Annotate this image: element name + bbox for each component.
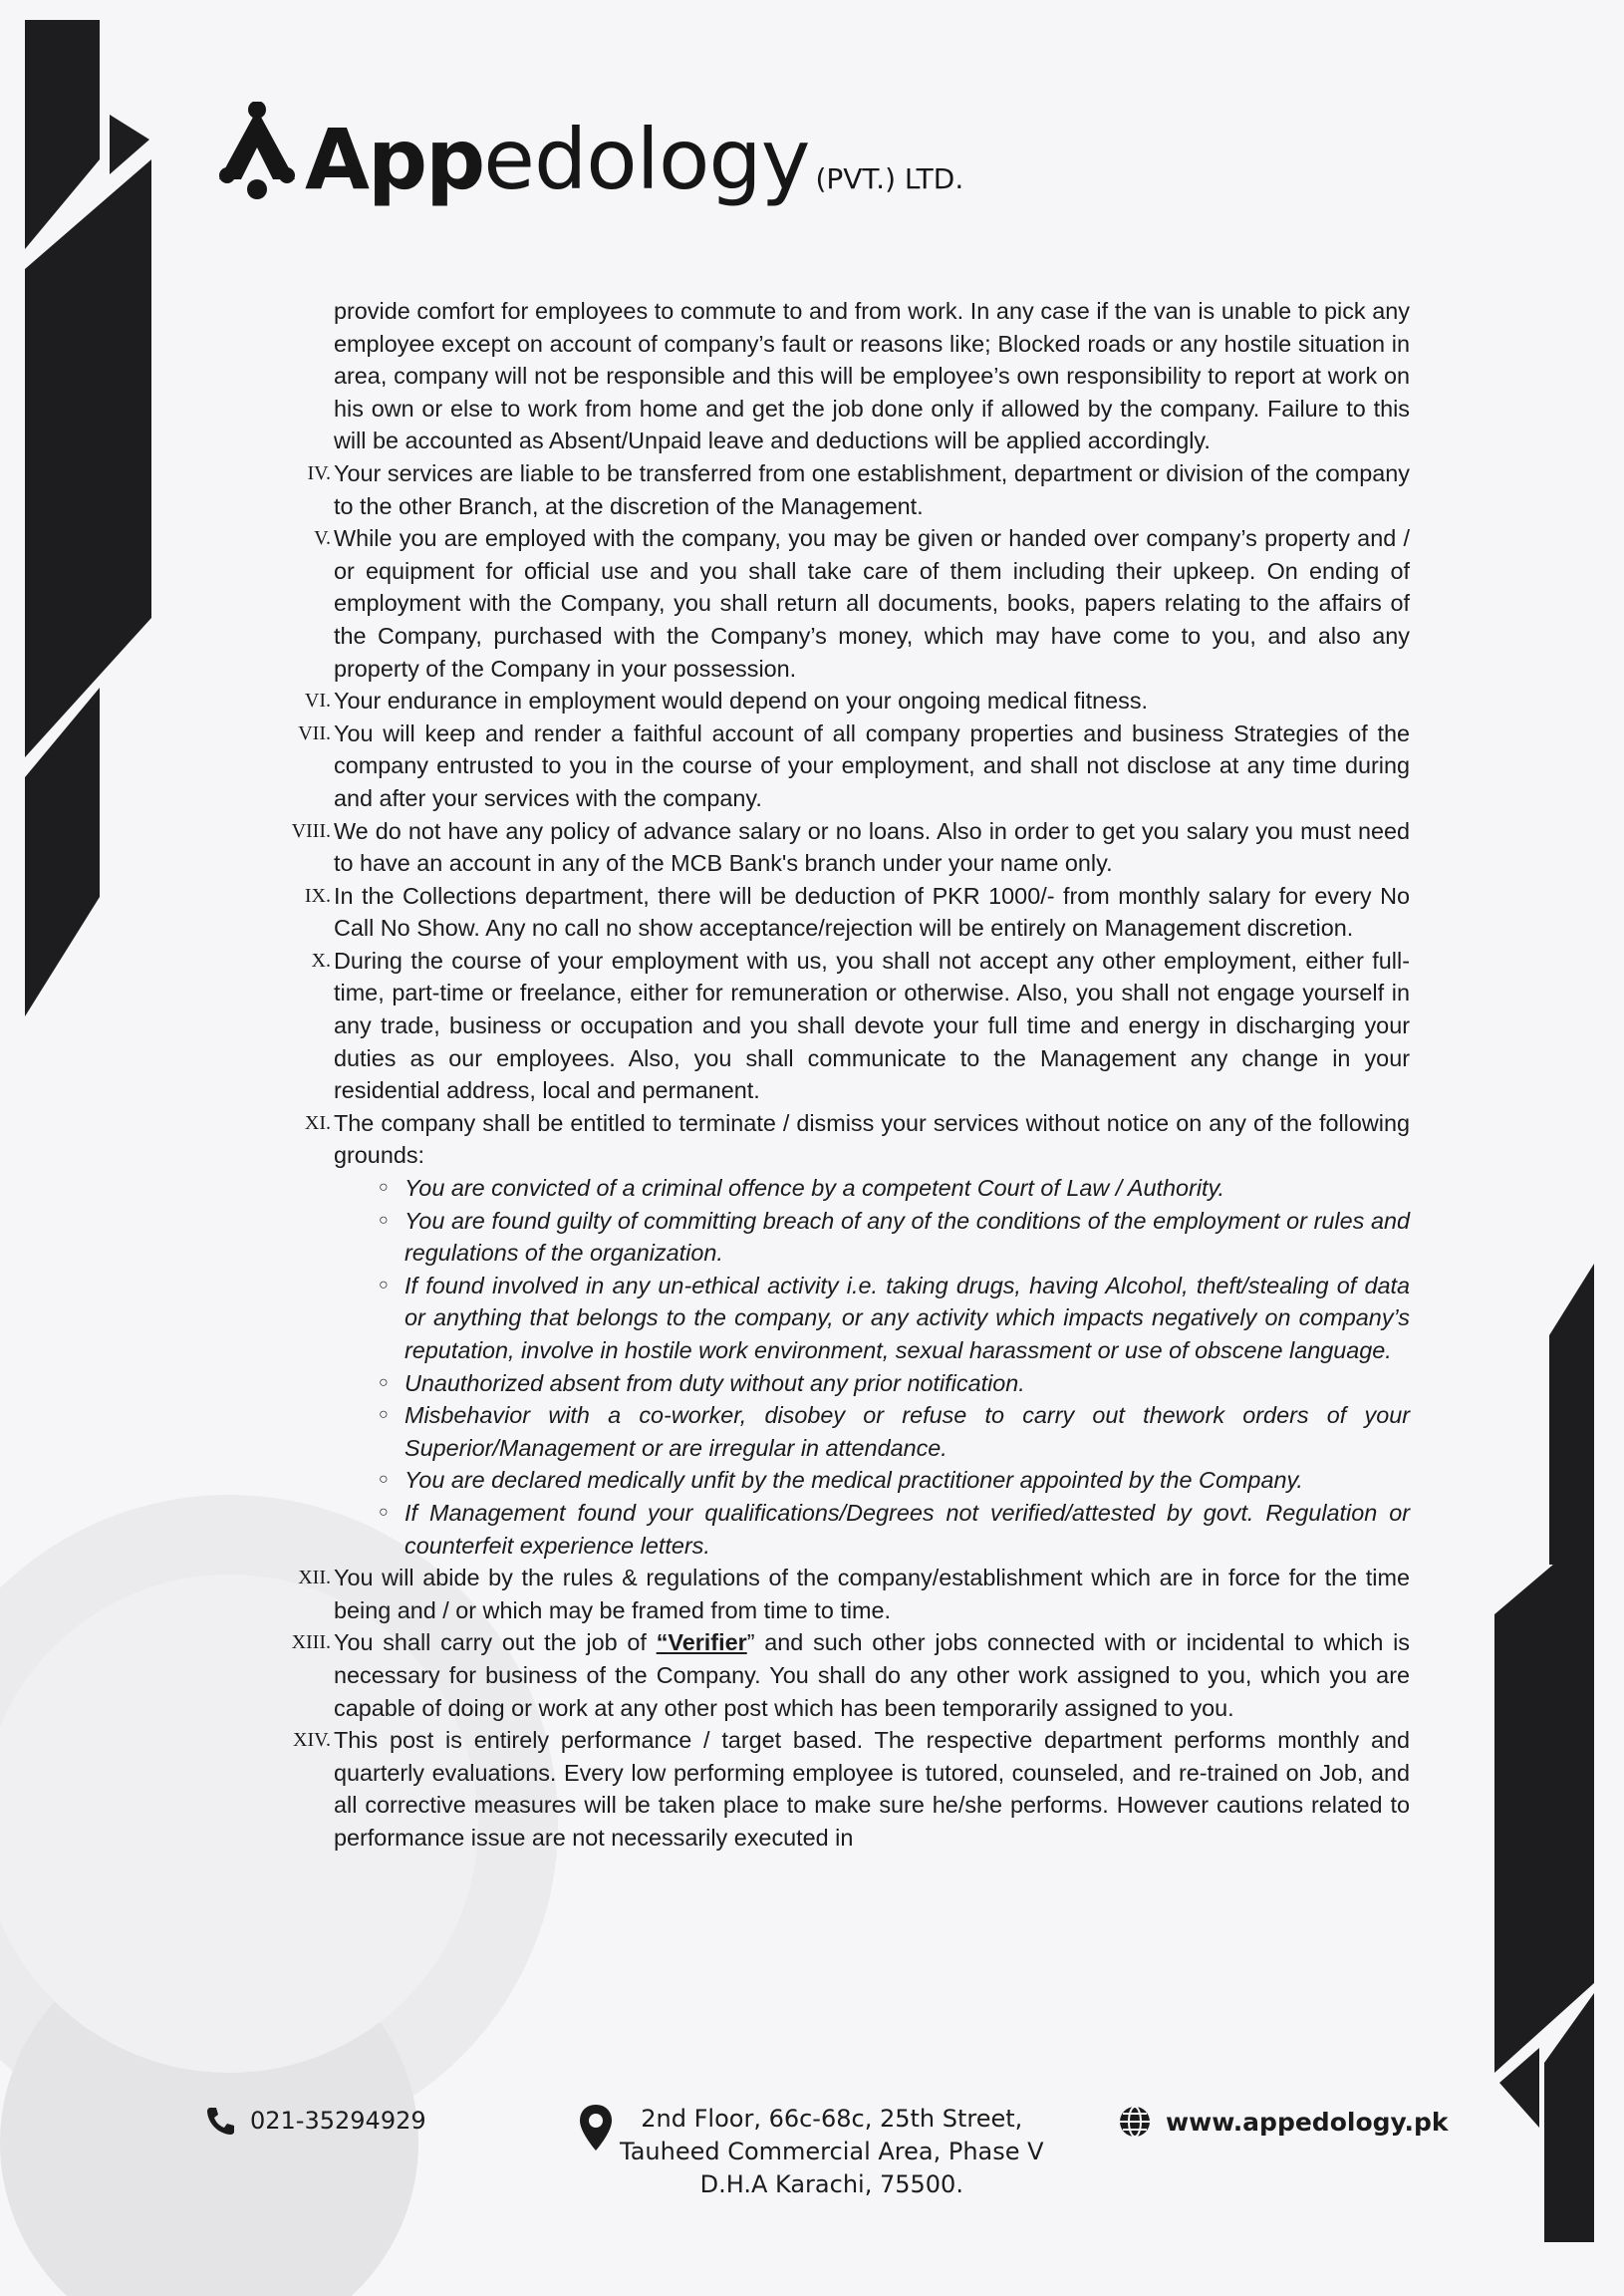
intro-paragraph: provide comfort for employees to commute to and from work. In any case if the van is unable to pick any employee except on account of company’s fault or reasons like; Blocked roads or any hostile situation in area, company will not be responsible and this will be employee’s own responsibility to report at work on his own or else to work from home and get the job done only if allowed by the company. Failure to this will be accounted as Absent/Unpaid leave and deductions will be applied accordingly.	[334, 298, 1410, 454]
clause-number: XII.	[298, 1567, 331, 1589]
logo-light-text: edology	[483, 111, 810, 208]
clause-number: V.	[314, 527, 331, 550]
bullet-circle-icon: ○	[379, 1471, 389, 1489]
clause-number: XIII.	[291, 1631, 331, 1654]
footer-address	[578, 2103, 1044, 2201]
clause-number: VII.	[298, 721, 331, 744]
address-line-3: D.H.A Karachi, 75500.	[699, 2170, 963, 2198]
company-logo	[211, 92, 964, 208]
bullet-circle-icon: ○	[379, 1179, 389, 1197]
bullet-circle-icon: ○	[379, 1406, 389, 1424]
clause-iv	[269, 457, 1410, 522]
bullet-circle-icon: ○	[379, 1211, 389, 1229]
bullet-circle-icon: ○	[379, 1503, 389, 1521]
left-arrow	[110, 115, 149, 174]
ground-item: ○ You are convicted of a criminal offence by a competent Court of Law / Authority.	[379, 1172, 1410, 1205]
letter-body	[269, 295, 1410, 1855]
clause-viii	[269, 815, 1410, 880]
address-lines	[620, 2103, 1044, 2201]
clause-number: XIV.	[293, 1729, 331, 1752]
clause-text: We do not have any policy of advance salary or no loans. Also in order to get you salary you must need to have an account in any of the MCB Bank's branch under your name only.	[334, 817, 1410, 877]
location-pin-icon	[578, 2103, 614, 2152]
clause-ix	[269, 880, 1410, 945]
phone-number: 021-35294929	[250, 2107, 426, 2135]
right-band-bottom	[1544, 1993, 1594, 2242]
clause-text: While you are employed with the company, you may be given or handed over company’s property and / or equipment for official use and you shall take care of them including their upkeep. On ending of employment with the Company, you shall return all documents, books, papers relating to the affairs of the Company, purchased with the Company’s money, which may have come to you, and also any property of the Company in your possession.	[334, 525, 1410, 682]
clause-x	[269, 945, 1410, 1107]
address-line-2: Tauheed Commercial Area, Phase V	[620, 2138, 1044, 2165]
clause-number: X.	[311, 949, 331, 972]
clause-text: The company shall be entitled to terminate / dismiss your services without notice on any of the following grounds:	[334, 1109, 1410, 1169]
ground-item: ○ Unauthorized absent from duty without any prior notification.	[379, 1367, 1410, 1400]
right-band-middle	[1494, 1530, 1594, 2073]
clause-number: VI.	[304, 690, 331, 713]
ground-item: ○ Misbehavior with a co-worker, disobey or refuse to carry out thework orders of your Superior/Management or are irregular in attendance.	[379, 1399, 1410, 1464]
clause-text: Your endurance in employment would depend on your ongoing medical fitness.	[334, 688, 1149, 715]
clause-number: IV.	[307, 461, 331, 484]
ground-item: ○ If Management found your qualifications/Degrees not verified/attested by govt. Regulation or counterfeit experience letters.	[379, 1497, 1410, 1562]
clause-text: You will abide by the rules & regulations of the company/establishment which are in force for the time being and / or which may be framed from time to time.	[334, 1565, 1410, 1623]
logo-bold-text: App	[305, 111, 484, 208]
left-band-middle	[25, 159, 151, 757]
ground-item: ○ If found involved in any un-ethical activity i.e. taking drugs, having Alcohol, theft/stealing of data or anything that belongs to the company, or any activity which impacts negatively on company’s reputation, involve in hostile work environment, sexual harassment or use of obscene language.	[379, 1270, 1410, 1367]
phone-icon	[204, 2105, 236, 2137]
right-band-top	[1549, 1264, 1594, 1565]
footer-website[interactable]	[1118, 2105, 1449, 2139]
clause-xii	[269, 1562, 1410, 1626]
clause-xiv	[269, 1724, 1410, 1854]
ground-item: ○ You are found guilty of committing breach of any of the conditions of the employment or rules and regulations of the organization.	[379, 1205, 1410, 1270]
bullet-circle-icon: ○	[379, 1276, 389, 1293]
logo-suffix-text: (PVT.) LTD.	[815, 162, 964, 195]
clause-text: You will keep and render a faithful account of all company properties and business Strategies of the company entrusted to you in the course of your employment, and shall not disclose at any time during and after your services with the company.	[334, 719, 1410, 811]
address-line-1: 2nd Floor, 66c-68c, 25th Street,	[641, 2105, 1023, 2133]
job-title: “Verifier	[656, 1629, 747, 1656]
clause-vii	[269, 718, 1410, 815]
clause-xi	[269, 1107, 1410, 1172]
globe-icon	[1118, 2105, 1152, 2139]
logo-mark-icon	[211, 102, 303, 201]
website-link[interactable]: www.appedology.pk	[1166, 2107, 1449, 2137]
clause-number: XI.	[304, 1111, 331, 1134]
termination-grounds-list	[269, 1172, 1410, 1562]
clause-number: IX.	[304, 884, 331, 907]
clause-v	[269, 522, 1410, 685]
ground-item: ○ You are declared medically unfit by the medical practitioner appointed by the Company.	[379, 1464, 1410, 1497]
clause-number: VIII.	[291, 819, 331, 842]
bullet-circle-icon: ○	[379, 1373, 389, 1391]
footer-phone[interactable]	[204, 2105, 426, 2137]
clause-vi	[269, 685, 1410, 718]
clause-text: Your services are liable to be transferred from one establishment, department or division of the company to the other Branch, at the discretion of the Management.	[334, 459, 1410, 519]
clause-text: You shall carry out the job of “Verifier” and such other jobs connected with or incidental to which is necessary for business of the Company. You shall do any other work assigned to you, which you are capable of doing or work at any other post which has been temporarily assigned to you.	[334, 1629, 1410, 1721]
clause-text: During the course of your employment with us, you shall not accept any other employment, either full-time, part-time or freelance, either for remuneration or otherwise. Also, you shall not engage yourself in any trade, business or occupation and you shall devote your full time and energy in discharging your duties as our employees. Also, you shall communicate to the Management any change in your residential address, local and permanent.	[334, 947, 1410, 1104]
clause-text: This post is entirely performance / target based. The respective department performs monthly and quarterly evaluations. Every low performing employee is tutored, counseled, and re-trained on Job, and all corrective measures will be taken place to make sure he/she performs. However cautions related to performance issue are not necessarily executed in	[334, 1727, 1410, 1851]
clause-text: In the Collections department, there will be deduction of PKR 1000/- from monthly salary for every No Call No Show. Any no call no show acceptance/rejection will be entirely on Management discretion.	[334, 882, 1410, 942]
clause-xiii	[269, 1626, 1410, 1724]
